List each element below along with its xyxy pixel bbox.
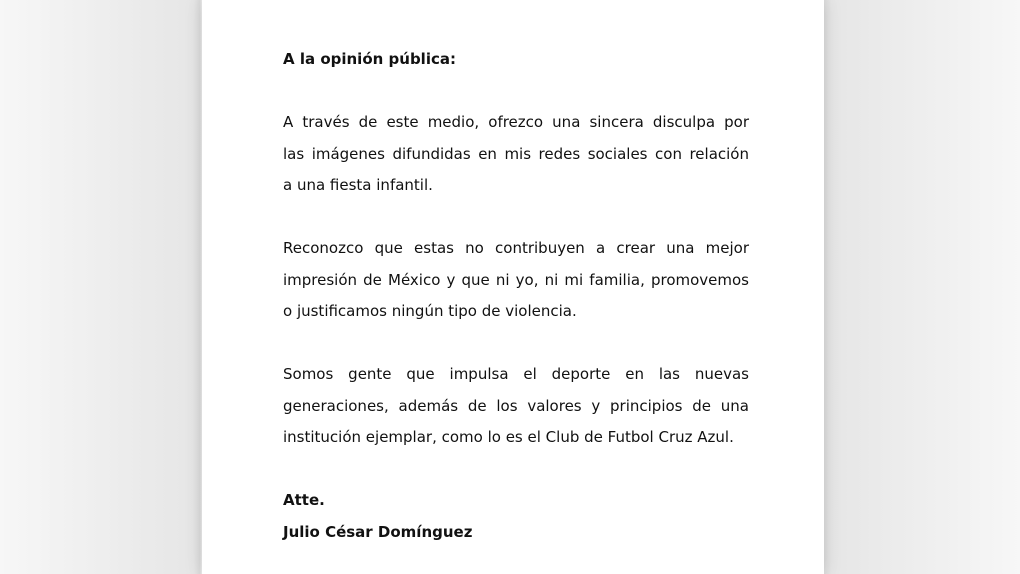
paragraph-line: generaciones, además de los valores y principios de una: [283, 396, 749, 415]
letter-closing: Atte.: [283, 491, 325, 509]
paragraph-line: Reconozco que estas no contribuyen a crear una mejor: [283, 239, 749, 257]
paragraph-acknowledgement: [283, 233, 749, 328]
paragraph-line: impresión de México y que ni yo, ni mi familia, promovemos: [283, 270, 749, 289]
letter-signature: Julio César Domínguez: [283, 522, 473, 541]
letter-body: [283, 44, 749, 548]
letter-greeting: A la opinión pública:: [283, 50, 456, 68]
paragraph-line: institución ejemplar, como lo es el Club de Futbol Cruz Azul.: [283, 428, 734, 446]
paragraph-line: a una fiesta infantil.: [283, 176, 433, 194]
paragraph-line: las imágenes difundidas en mis redes sociales con relación: [283, 144, 749, 163]
letter-page: [202, 0, 824, 574]
paragraph-line: o justificamos ningún tipo de violencia.: [283, 302, 577, 320]
paragraph-values: [283, 359, 749, 454]
paragraph-apology: [283, 107, 749, 202]
paragraph-line: A través de este medio, ofrezco una sincera disculpa por: [283, 113, 749, 131]
paragraph-line: Somos gente que impulsa el deporte en las nuevas: [283, 365, 749, 383]
